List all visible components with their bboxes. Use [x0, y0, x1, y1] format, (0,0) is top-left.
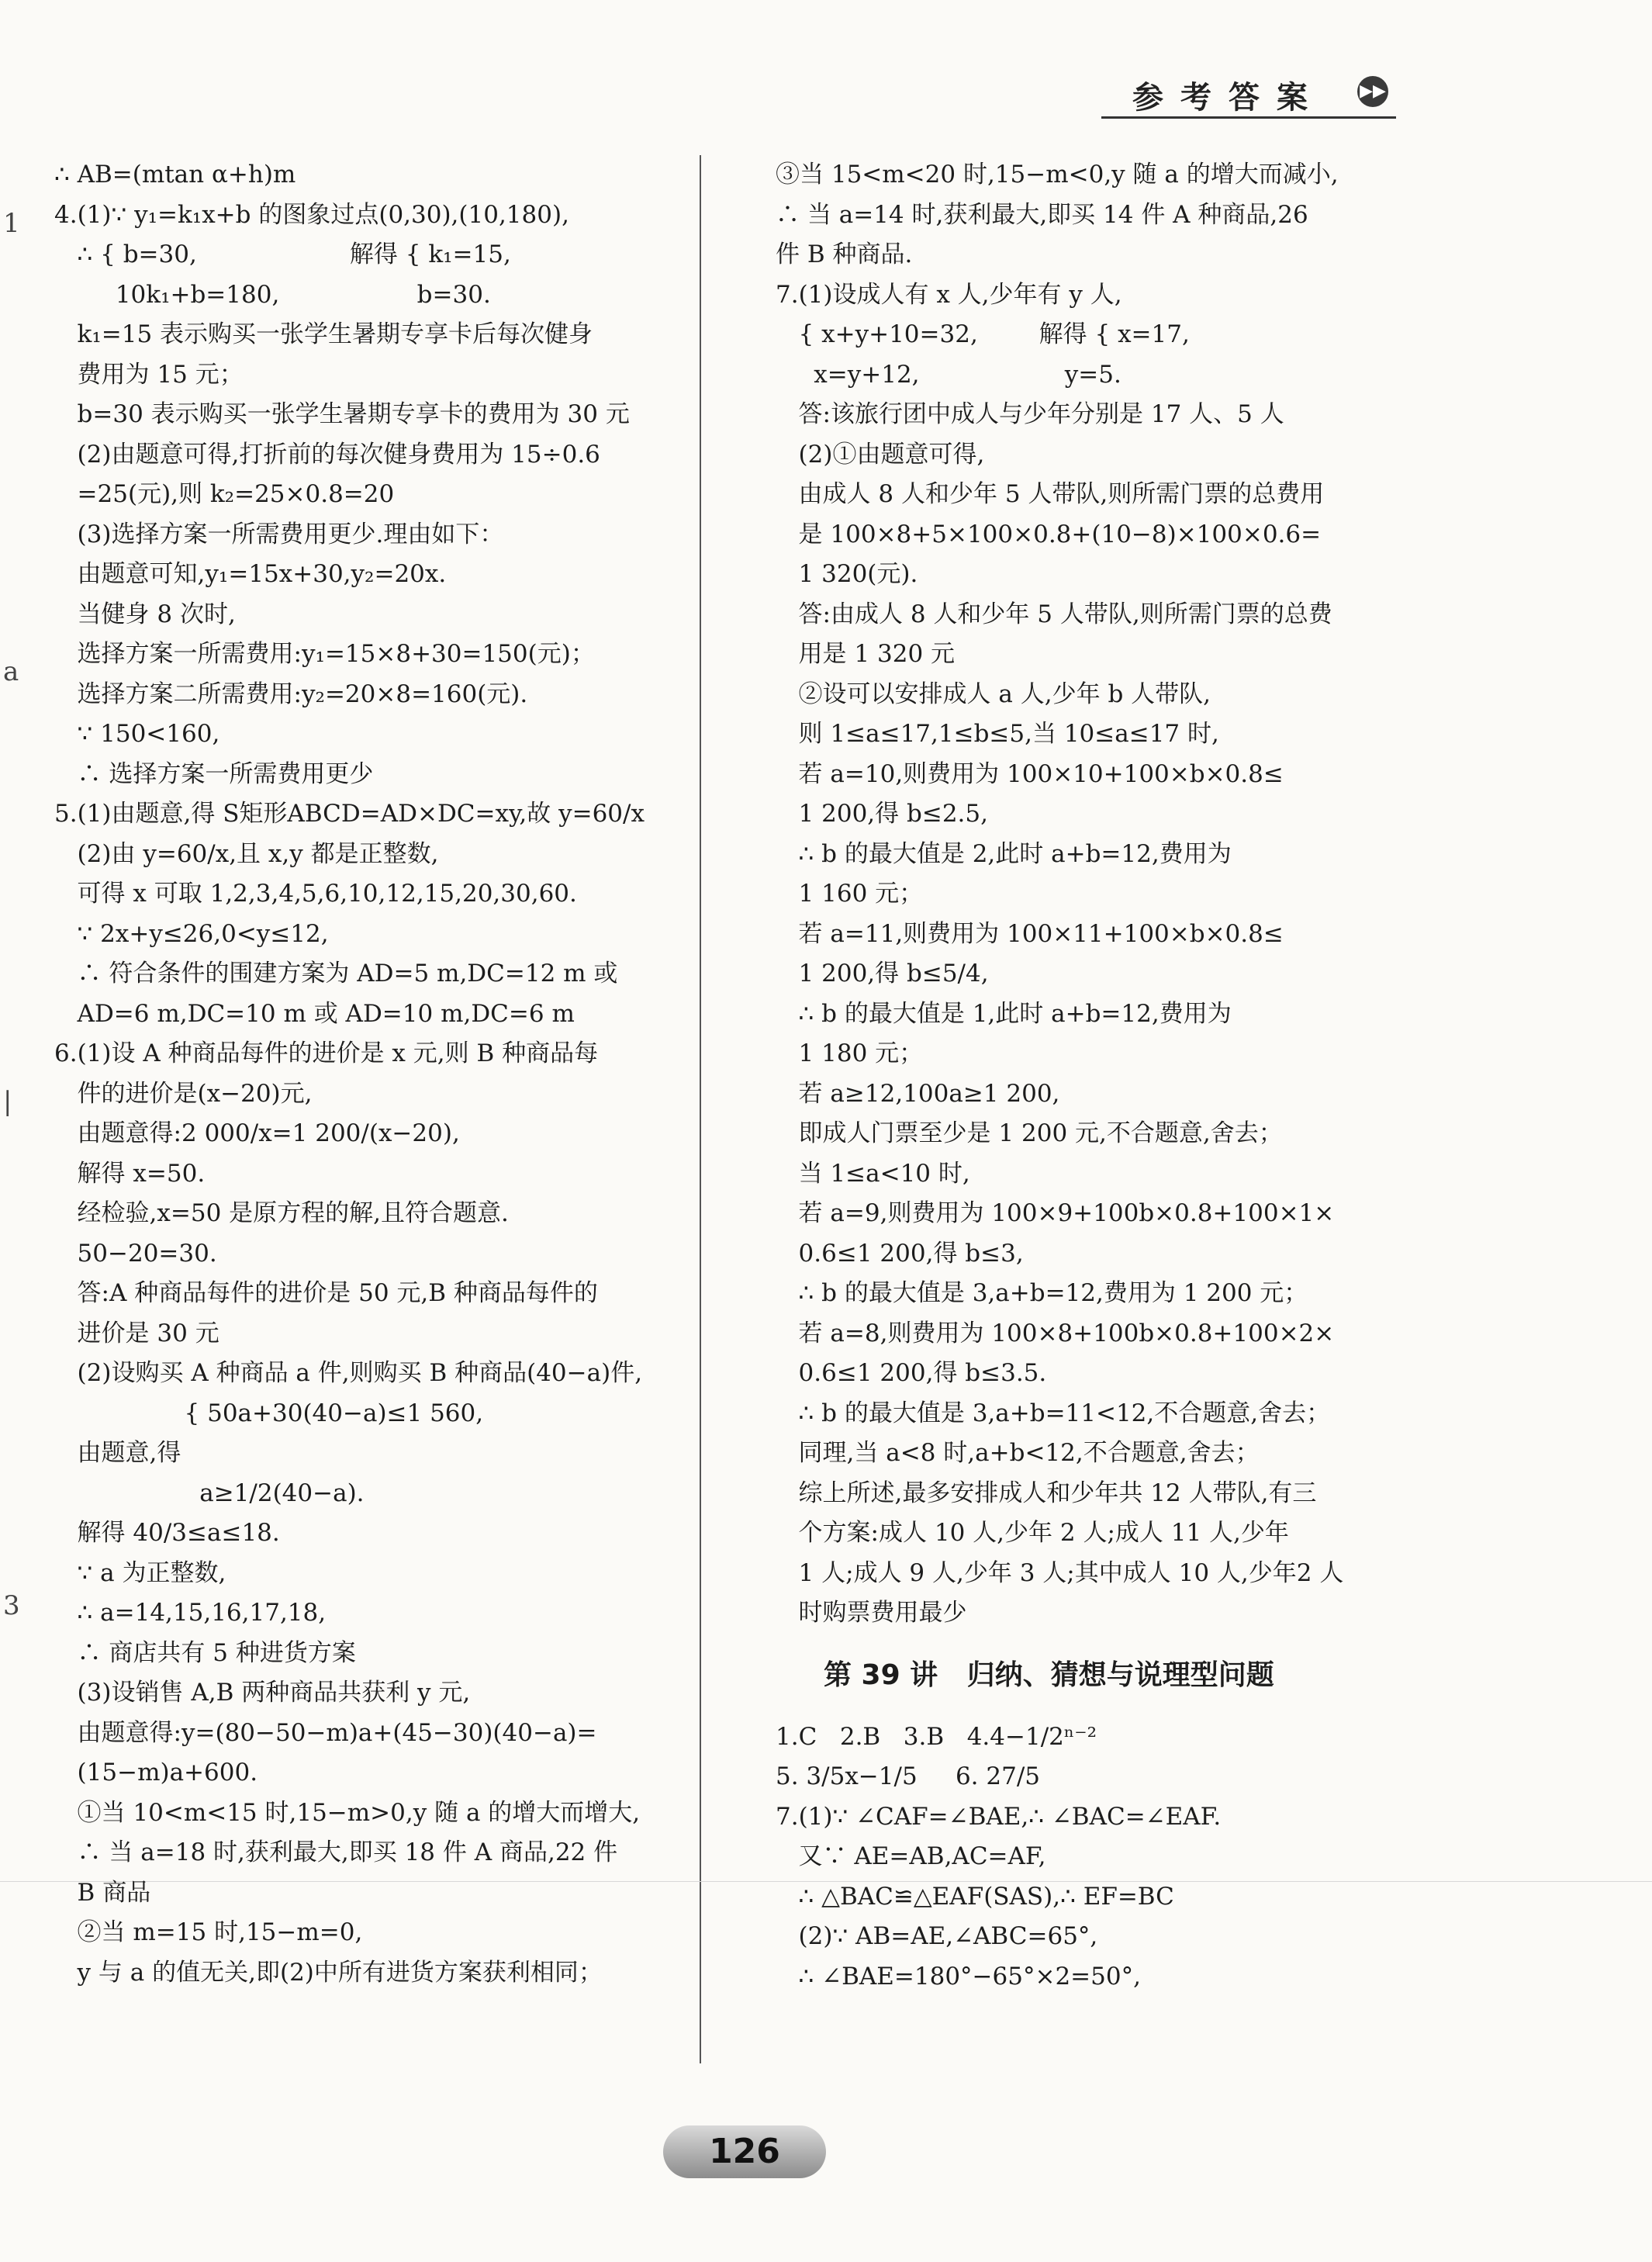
- text-line: 5. 3/5x−1/5 6. 27/5: [776, 1762, 1040, 1790]
- text-line: 答:A 种商品每件的进价是 50 元,B 种商品每件的: [54, 1279, 598, 1307]
- text-line: 件的进价是(x−20)元,: [54, 1079, 313, 1108]
- text-line: 0.6≤1 200,得 b≤3,: [776, 1239, 1024, 1268]
- text-line: 5.(1)由题意,得 S矩形ABCD=AD×DC=xy,故 y=60/x: [54, 800, 645, 828]
- text-line: 当 1≤a<10 时,: [776, 1159, 970, 1188]
- text-line: 当健身 8 次时,: [54, 600, 236, 628]
- text-line: ∵ 150<160,: [54, 720, 220, 748]
- text-line: 答:该旅行团中成人与少年分别是 17 人、5 人: [776, 400, 1284, 428]
- text-line: 费用为 15 元；: [54, 360, 244, 389]
- text-line: 进价是 30 元: [54, 1319, 219, 1347]
- text-line: (15−m)a+600.: [54, 1759, 258, 1786]
- page-number: 126: [663, 2125, 826, 2178]
- text-line: 若 a=11,则费用为 100×11+100×b×0.8≤: [776, 919, 1284, 948]
- header-title: 参考答案: [1132, 79, 1325, 116]
- text-line: (2)设购买 A 种商品 a 件,则购买 B 种商品(40−a)件,: [54, 1359, 643, 1387]
- edge-marks: [0, 0, 23, 2262]
- text-line: ∴ 当 a=14 时,获利最大,即买 14 件 A 种商品,26: [776, 200, 1308, 229]
- text-line: 可得 x 可取 1,2,3,4,5,6,10,12,15,20,30,60.: [54, 880, 577, 908]
- text-line: 解得 x=50.: [54, 1159, 206, 1188]
- text-line: ∵ 2x+y≤26,0<y≤12,: [54, 919, 329, 948]
- text-line: 是 100×8+5×100×0.8+(10−8)×100×0.6=: [776, 520, 1322, 548]
- text-line: y 与 a 的值无关,即(2)中所有进货方案获利相同；: [54, 1958, 603, 1987]
- text-line: 10k₁+b=180, b=30.: [54, 280, 491, 309]
- text-line: (2)①由题意可得,: [776, 440, 985, 469]
- edge-mark: 3: [3, 1590, 20, 1621]
- text-line: ∴ { b=30, 解得 { k₁=15,: [54, 240, 511, 268]
- text-line: 1 200,得 b≤2.5,: [776, 800, 988, 828]
- text-line: ②当 m=15 时,15−m=0,: [54, 1918, 363, 1946]
- text-line: ③当 15<m<20 时,15−m<0,y 随 a 的增大而减小,: [776, 161, 1339, 188]
- text-line: (2)由题意可得,打折前的每次健身费用为 15÷0.6: [54, 440, 600, 469]
- text-line: (2)∵ AB=AE,∠ABC=65°,: [776, 1922, 1098, 1950]
- text-line: B 商品: [54, 1878, 151, 1907]
- column-divider: [700, 155, 701, 2063]
- edge-mark: a: [3, 656, 19, 687]
- text-line: 即成人门票至少是 1 200 元,不合题意,舍去；: [776, 1119, 1283, 1147]
- short-answers: [776, 1717, 1388, 1797]
- text-line: 同理,当 a<8 时,a+b<12,不合题意,舍去；: [776, 1439, 1260, 1467]
- text-line: (3)选择方案一所需费用更少.理由如下：: [54, 520, 504, 548]
- text-line: 1 人;成人 9 人,少年 3 人;其中成人 10 人,少年2 人: [776, 1558, 1344, 1587]
- text-line: ∴ b 的最大值是 3,a+b=12,费用为 1 200 元；: [776, 1279, 1308, 1307]
- text-line: a≥1/2(40−a).: [54, 1479, 365, 1507]
- text-line: 7.(1)∵ ∠CAF=∠BAE,∴ ∠BAC=∠EAF.: [776, 1802, 1222, 1831]
- right-column-bottom: [776, 1797, 1388, 1997]
- text-line: 由题意得:y=(80−50−m)a+(45−30)(40−a)=: [54, 1718, 597, 1747]
- text-line: 4.(1)∵ y₁=k₁x+b 的图象过点(0,30),(10,180),: [54, 200, 569, 229]
- text-line: ∴ b 的最大值是 3,a+b=11<12,不合题意,舍去；: [776, 1399, 1331, 1427]
- text-line: 若 a≥12,100a≥1 200,: [776, 1079, 1060, 1108]
- text-line: 则 1≤a≤17,1≤b≤5,当 10≤a≤17 时,: [776, 720, 1219, 748]
- text-line: ∴ 商店共有 5 种进货方案: [54, 1638, 356, 1667]
- text-line: 1 320(元).: [776, 560, 918, 588]
- text-line: 1.C 2.B 3.B 4.4−1/2ⁿ⁻²: [776, 1722, 1097, 1751]
- edge-mark: |: [3, 1086, 12, 1117]
- text-line: ②设可以安排成人 a 人,少年 b 人带队,: [776, 680, 1211, 708]
- text-line: (3)设销售 A,B 两种商品共获利 y 元,: [54, 1679, 471, 1707]
- text-line: 由题意可知,y₁=15x+30,y₂=20x.: [54, 560, 447, 588]
- text-line: { x+y+10=32, 解得 { x=17,: [776, 320, 1190, 348]
- text-line: 经检验,x=50 是原方程的解,且符合题意.: [54, 1199, 509, 1227]
- text-line: 时购票费用最少: [776, 1599, 967, 1627]
- header-rule: [1101, 116, 1396, 119]
- text-line: 解得 40/3≤a≤18.: [54, 1519, 280, 1547]
- right-column-top: [776, 155, 1388, 1634]
- text-line: ∴ 符合条件的围建方案为 AD=5 m,DC=12 m 或: [54, 960, 618, 987]
- text-line: 由题意,得: [54, 1439, 181, 1467]
- text-line: AD=6 m,DC=10 m 或 AD=10 m,DC=6 m: [54, 999, 575, 1028]
- text-line: =25(元),则 k₂=25×0.8=20: [54, 480, 395, 508]
- text-line: 用是 1 320 元: [776, 640, 956, 668]
- edge-mark: 1: [3, 208, 20, 239]
- text-line: 1 200,得 b≤5/4,: [776, 960, 989, 987]
- text-line: 6.(1)设 A 种商品每件的进价是 x 元,则 B 种商品每: [54, 1039, 599, 1067]
- text-line: 由成人 8 人和少年 5 人带队,则所需门票的总费用: [776, 480, 1325, 508]
- text-line: 0.6≤1 200,得 b≤3.5.: [776, 1359, 1047, 1387]
- text-line: ∴ 选择方案一所需费用更少: [54, 759, 374, 788]
- text-line: 个方案:成人 10 人,少年 2 人;成人 11 人,少年: [776, 1519, 1289, 1547]
- text-line: ∵ a 为正整数,: [54, 1558, 226, 1587]
- text-line: (2)由 y=60/x,且 x,y 都是正整数,: [54, 839, 439, 868]
- text-line: ∴ b 的最大值是 1,此时 a+b=12,费用为: [776, 999, 1232, 1028]
- text-line: 综上所述,最多安排成人和少年共 12 人带队,有三: [776, 1479, 1317, 1507]
- text-line: 1 180 元；: [776, 1039, 924, 1067]
- text-line: 50−20=30.: [54, 1239, 217, 1268]
- text-line: { 50a+30(40−a)≤1 560,: [54, 1399, 484, 1427]
- text-line: ∴ 当 a=18 时,获利最大,即买 18 件 A 商品,22 件: [54, 1838, 618, 1866]
- text-line: ∴ b 的最大值是 2,此时 a+b=12,费用为: [776, 839, 1232, 868]
- text-line: ∴ ∠BAE=180°−65°×2=50°,: [776, 1962, 1141, 1990]
- section-title: 第 39 讲 归纳、猜想与说理型问题: [824, 1658, 1274, 1691]
- text-line: 1 160 元；: [776, 880, 924, 908]
- text-line: 件 B 种商品.: [776, 240, 913, 268]
- double-arrow-icon: ▶▶: [1357, 76, 1388, 107]
- text-line: 选择方案一所需费用:y₁=15×8+30=150(元)；: [54, 640, 595, 668]
- text-line: b=30 表示购买一张学生暑期专享卡的费用为 30 元: [54, 400, 630, 428]
- text-line: ∴ a=14,15,16,17,18,: [54, 1599, 327, 1627]
- text-line: k₁=15 表示购买一张学生暑期专享卡后每次健身: [54, 320, 593, 348]
- text-line: 答:由成人 8 人和少年 5 人带队,则所需门票的总费: [776, 600, 1332, 628]
- text-line: ∴ AB=(mtan α+h)m: [54, 161, 296, 188]
- right-column: [776, 155, 1388, 1997]
- text-line: 若 a=8,则费用为 100×8+100b×0.8+100×2×: [776, 1319, 1335, 1347]
- text-line: 由题意得:2 000/x=1 200/(x−20),: [54, 1119, 460, 1147]
- text-line: 又∵ AE=AB,AC=AF,: [776, 1842, 1046, 1870]
- text-line: ∴ △BAC≌△EAF(SAS),∴ EF=BC: [776, 1882, 1174, 1911]
- header: [1101, 71, 1396, 116]
- text-line: 选择方案二所需费用:y₂=20×8=160(元).: [54, 680, 528, 708]
- text-line: 7.(1)设成人有 x 人,少年有 y 人,: [776, 280, 1122, 309]
- left-column: [54, 155, 690, 1993]
- text-line: 若 a=10,则费用为 100×10+100×b×0.8≤: [776, 759, 1284, 788]
- text-line: 若 a=9,则费用为 100×9+100b×0.8+100×1×: [776, 1199, 1335, 1227]
- text-line: ①当 10<m<15 时,15−m>0,y 随 a 的增大而增大,: [54, 1798, 641, 1827]
- text-line: x=y+12, y=5.: [776, 360, 1121, 389]
